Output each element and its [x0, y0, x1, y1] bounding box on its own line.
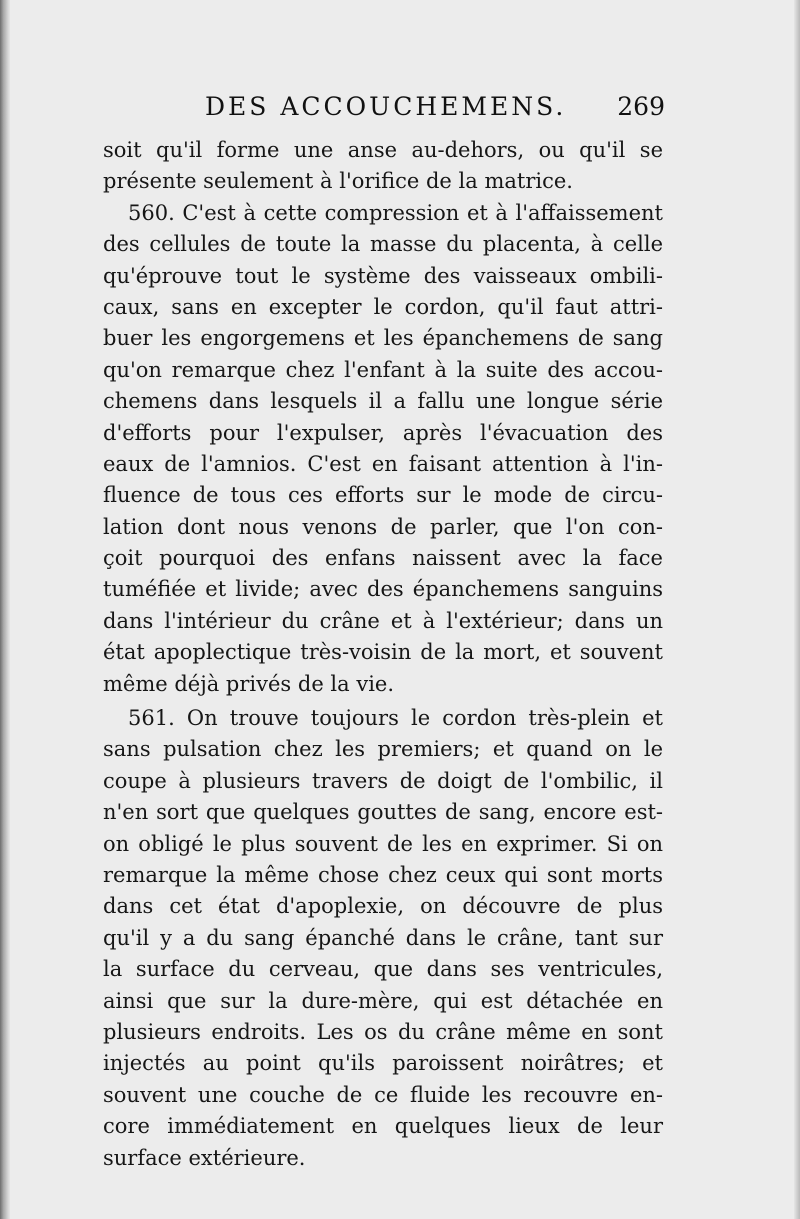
text-line: qu'on remarque chez l'enfant à la suite des accou-	[103, 357, 663, 382]
text-line: dans l'intérieur du crâne et à l'extérieur; dans un	[103, 608, 663, 633]
text-line: dans cet état d'apoplexie, on découvre de plus	[103, 894, 663, 919]
text-line: soit qu'il forme une anse au-dehors, ou qu'il se	[103, 138, 663, 162]
text-line: présente seulement à l'orifice de la matrice.	[103, 169, 573, 194]
running-head	[205, 92, 665, 126]
text-line: n'en sort que quelques gouttes de sang, encore est-	[103, 800, 663, 825]
text-line: eaux de l'amnios. C'est en faisant attention à l'in-	[103, 451, 663, 476]
text-line: buer les engorgemens et les épanchemens de sang	[103, 326, 663, 351]
text-line: fluence de tous ces efforts sur le mode de circu-	[103, 483, 663, 508]
text-line: chemens dans lesquels il a fallu une longue série	[103, 389, 663, 414]
text-line: lation dont nous venons de parler, que l'on con-	[103, 514, 663, 539]
text-line: remarque la même chose chez ceux qui sont morts	[103, 862, 663, 887]
body-text	[103, 135, 663, 1174]
text-line: injectés au point qu'ils paroissent noirâtres; et	[103, 1051, 663, 1076]
text-line: souvent une couche de ce fluide les recouvre en-	[103, 1082, 663, 1107]
text-line: tuméfiée et livide; avec des épanchemens sanguins	[103, 577, 663, 602]
text-line: core immédiatement en quelques lieux de leur	[103, 1114, 663, 1139]
text-line: qu'il y a du sang épanché dans le crâne, tant sur	[103, 925, 663, 950]
paragraph-561-start: 561. On trouve toujours le cordon très-plein et	[128, 706, 663, 731]
text-line: coupe à plusieurs travers de doigt de l'ombilic, il	[103, 768, 663, 793]
page-number: 269	[617, 92, 665, 121]
text-line: plusieurs endroits. Les os du crâne même en sont	[103, 1019, 663, 1044]
text-line: la surface du cerveau, que dans ses ventricules,	[103, 957, 663, 982]
text-line: sans pulsation chez les premiers; et quand on le	[103, 737, 663, 762]
text-line: des cellules de toute la masse du placenta, à celle	[103, 232, 663, 257]
running-title: DES ACCOUCHEMENS.	[205, 92, 567, 121]
text-line: état apoplectique très-voisin de la mort, et souvent	[103, 640, 663, 665]
text-line: qu'éprouve tout le système des vaisseaux ombili-	[103, 263, 663, 288]
page-edge	[794, 0, 800, 1219]
text-line: caux, sans en excepter le cordon, qu'il faut attri-	[103, 294, 663, 319]
paragraph-560-start: 560. C'est à cette compression et à l'affaissement	[128, 200, 663, 225]
text-line: çoit pourquoi des enfans naissent avec la face	[103, 546, 663, 571]
text-line: ainsi que sur la dure-mère, qui est détachée en	[103, 988, 663, 1013]
page-gutter-shadow	[0, 0, 10, 1219]
text-line: d'efforts pour l'expulser, après l'évacuation des	[103, 420, 663, 445]
text-line: même déjà privés de la vie.	[103, 671, 395, 696]
text-line: surface extérieure.	[103, 1145, 306, 1170]
text-line: on obligé le plus souvent de les en exprimer. Si on	[103, 831, 663, 856]
